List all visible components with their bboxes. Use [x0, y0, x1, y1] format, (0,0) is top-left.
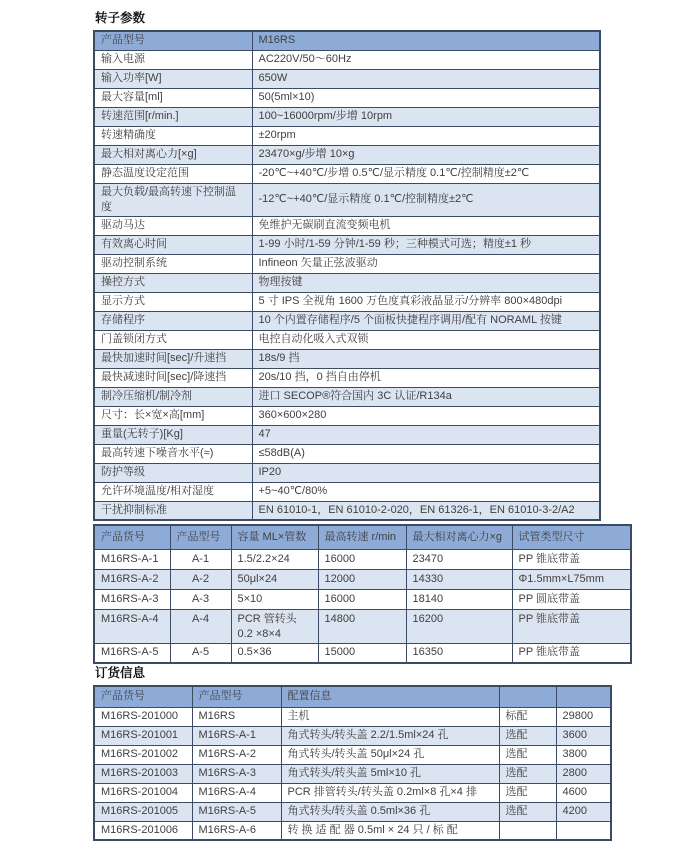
spec-label-cell: 输入电源 — [94, 50, 252, 69]
table-cell: M16RS-A-3 — [94, 589, 170, 609]
table-cell: M16RS-A-2 — [94, 569, 170, 589]
spec-label-cell: 重量(无转子)[Kg] — [94, 425, 252, 444]
table-cell: 16000 — [318, 589, 406, 609]
table-cell: 18140 — [406, 589, 512, 609]
table-cell: 转 换 适 配 器 0.5ml × 24 只 / 标 配 — [281, 821, 499, 840]
spec-value-cell: Infineon 矢量正弦波驱动 — [252, 254, 600, 273]
table-cell: 选配 — [499, 726, 556, 745]
rotor-row — [94, 549, 631, 569]
table-cell: 5×10 — [231, 589, 318, 609]
table-cell: 0.5×36 — [231, 643, 318, 663]
spec-value-cell: EN 61010-1，EN 61010-2-020，EN 61326-1，EN 61010-3-2/A2 — [252, 501, 600, 520]
spec-value-cell: IP20 — [252, 463, 600, 482]
spec-label-cell: 允许环境温度/相对湿度 — [94, 482, 252, 501]
table-cell: M16RS-A-4 — [192, 783, 281, 802]
table-cell: A-1 — [170, 549, 231, 569]
column-header: 产品型号 — [192, 686, 281, 707]
spec-row — [94, 126, 600, 145]
table-cell: 15000 — [318, 643, 406, 663]
table-cell: 选配 — [499, 783, 556, 802]
spec-value-cell: 23470×g/步增 10×g — [252, 145, 600, 164]
table-cell: A-5 — [170, 643, 231, 663]
spec-table — [93, 30, 601, 521]
table-cell: PP 锥底带盖 — [512, 609, 631, 643]
spec-label-cell: 尺寸：长×宽×高[mm] — [94, 406, 252, 425]
spec-value-cell: 650W — [252, 69, 600, 88]
table-cell: M16RS-A-6 — [192, 821, 281, 840]
table-cell: A-3 — [170, 589, 231, 609]
spec-label-cell: 输入功率[W] — [94, 69, 252, 88]
column-header — [499, 686, 556, 707]
spec-value-cell: -12℃~+40℃/显示精度 0.1℃/控制精度±2℃ — [252, 183, 600, 216]
table-cell: PCR 管转头 0.2 ×8×4 — [231, 609, 318, 643]
order-row — [94, 764, 611, 783]
spec-value-cell: 电控自动化吸入式双锁 — [252, 330, 600, 349]
spec-value-cell: -20℃~+40℃/步增 0.5℃/显示精度 0.1℃/控制精度±2℃ — [252, 164, 600, 183]
table-cell: 选配 — [499, 745, 556, 764]
spec-label-cell: 显示方式 — [94, 292, 252, 311]
table-cell: 29800 — [556, 707, 611, 726]
table-cell: A-2 — [170, 569, 231, 589]
table-cell: Φ1.5mm×L75mm — [512, 569, 631, 589]
table-cell: 选配 — [499, 764, 556, 783]
table-cell: 16350 — [406, 643, 512, 663]
spec-row — [94, 88, 600, 107]
table-cell: 14330 — [406, 569, 512, 589]
column-header: 配置信息 — [281, 686, 499, 707]
spec-value-cell: 5 寸 IPS 全视角 1600 万色度真彩液晶显示/分辨率 800×480dpi — [252, 292, 600, 311]
order-row — [94, 745, 611, 764]
table-cell: 角式转头/转头盖 2.2/1.5ml×24 孔 — [281, 726, 499, 745]
spec-value-cell: ±20rpm — [252, 126, 600, 145]
spec-header-row — [94, 31, 600, 50]
section-title-rotor-params: 转子参数 — [95, 11, 146, 25]
column-header: 产品型号 — [170, 525, 231, 549]
rotor-row — [94, 569, 631, 589]
spec-row — [94, 330, 600, 349]
spec-row — [94, 482, 600, 501]
table-cell: 标配 — [499, 707, 556, 726]
table-cell: M16RS-201006 — [94, 821, 192, 840]
table-cell: M16RS-201000 — [94, 707, 192, 726]
rotor-table — [93, 524, 632, 664]
table-cell: 14800 — [318, 609, 406, 643]
table-cell: M16RS-A-5 — [192, 802, 281, 821]
spec-value-cell: 100~16000rpm/步增 10rpm — [252, 107, 600, 126]
table-cell: M16RS-A-5 — [94, 643, 170, 663]
spec-row — [94, 444, 600, 463]
spec-value-cell: 18s/9 挡 — [252, 349, 600, 368]
spec-value-cell: +5~40℃/80% — [252, 482, 600, 501]
spec-row — [94, 368, 600, 387]
section-title-order-info: 订货信息 — [95, 666, 146, 680]
table-cell: M16RS-201004 — [94, 783, 192, 802]
spec-row — [94, 164, 600, 183]
spec-value-cell: 1-99 小时/1-59 分钟/1-59 秒；三种模式可选；精度±1 秒 — [252, 235, 600, 254]
table-cell: 16000 — [318, 549, 406, 569]
spec-label-cell: 最大负载/最高转速下控制温度 — [94, 183, 252, 216]
spec-label-cell: 制冷压缩机/制冷剂 — [94, 387, 252, 406]
spec-value-cell: M16RS — [252, 31, 600, 50]
spec-row — [94, 145, 600, 164]
table-cell: M16RS-201001 — [94, 726, 192, 745]
table-cell: PP 锥底带盖 — [512, 643, 631, 663]
table-cell: 4200 — [556, 802, 611, 821]
spec-row — [94, 349, 600, 368]
column-header: 最大相对离心力×g — [406, 525, 512, 549]
spec-row — [94, 501, 600, 520]
table-cell: M16RS-A-1 — [94, 549, 170, 569]
spec-value-cell: ≤58dB(A) — [252, 444, 600, 463]
table-cell: 主机 — [281, 707, 499, 726]
spec-value-cell: 20s/10 挡，0 挡自由停机 — [252, 368, 600, 387]
spec-value-cell: 物理按键 — [252, 273, 600, 292]
spec-row — [94, 311, 600, 330]
column-header: 产品货号 — [94, 525, 170, 549]
table-cell: M16RS-A-4 — [94, 609, 170, 643]
table-cell: 2800 — [556, 764, 611, 783]
spec-label-cell: 防护等级 — [94, 463, 252, 482]
spec-label-cell: 静态温度设定范围 — [94, 164, 252, 183]
spec-label-cell: 最大相对离心力[×g] — [94, 145, 252, 164]
spec-row — [94, 425, 600, 444]
spec-label-cell: 驱动控制系统 — [94, 254, 252, 273]
spec-row — [94, 273, 600, 292]
table-cell: M16RS — [192, 707, 281, 726]
order-table — [93, 685, 612, 841]
spec-value-cell: 360×600×280 — [252, 406, 600, 425]
order-row — [94, 707, 611, 726]
spec-row — [94, 69, 600, 88]
spec-row — [94, 292, 600, 311]
spec-value-cell: 免维护无碳刷直流变频电机 — [252, 216, 600, 235]
spec-label-cell: 产品型号 — [94, 31, 252, 50]
table-cell: 23470 — [406, 549, 512, 569]
table-cell: 50μl×24 — [231, 569, 318, 589]
column-header: 容量 ML×管数 — [231, 525, 318, 549]
rotor-row — [94, 643, 631, 663]
table-cell: 4600 — [556, 783, 611, 802]
table-cell: 16200 — [406, 609, 512, 643]
spec-label-cell: 门盖锁闭方式 — [94, 330, 252, 349]
rotor-row — [94, 589, 631, 609]
table-cell: A-4 — [170, 609, 231, 643]
table-cell: 3600 — [556, 726, 611, 745]
table-cell: 3800 — [556, 745, 611, 764]
spec-row — [94, 254, 600, 273]
order-row — [94, 783, 611, 802]
column-header: 产品货号 — [94, 686, 192, 707]
spec-label-cell: 最高转速下噪音水平(≈) — [94, 444, 252, 463]
spec-label-cell: 驱动马达 — [94, 216, 252, 235]
table-cell: M16RS-A-3 — [192, 764, 281, 783]
table-cell: M16RS-A-1 — [192, 726, 281, 745]
table-cell: PP 锥底带盖 — [512, 549, 631, 569]
table-cell: PCR 排管转头/转头盖 0.2ml×8 孔×4 排 — [281, 783, 499, 802]
order-row — [94, 726, 611, 745]
table-cell: 12000 — [318, 569, 406, 589]
order-row — [94, 802, 611, 821]
table-cell: M16RS-201003 — [94, 764, 192, 783]
table-cell: 角式转头/转头盖 50μl×24 孔 — [281, 745, 499, 764]
table-cell: 选配 — [499, 802, 556, 821]
spec-row — [94, 50, 600, 69]
column-header — [556, 686, 611, 707]
spec-label-cell: 有效离心时间 — [94, 235, 252, 254]
spec-value-cell: 50(5ml×10) — [252, 88, 600, 107]
spec-row — [94, 216, 600, 235]
table-cell: M16RS-A-2 — [192, 745, 281, 764]
table-cell: M16RS-201005 — [94, 802, 192, 821]
table-cell: 角式转头/转头盖 5ml×10 孔 — [281, 764, 499, 783]
rotor-header-row — [94, 525, 631, 549]
spec-label-cell: 操控方式 — [94, 273, 252, 292]
spec-label-cell: 最快加速时间[sec]/升速挡 — [94, 349, 252, 368]
order-header-row — [94, 686, 611, 707]
table-cell: 1.5/2.2×24 — [231, 549, 318, 569]
spec-value-cell: 47 — [252, 425, 600, 444]
rotor-row — [94, 609, 631, 643]
table-cell: PP 圆底带盖 — [512, 589, 631, 609]
table-cell: M16RS-201002 — [94, 745, 192, 764]
spec-label-cell: 存储程序 — [94, 311, 252, 330]
spec-row — [94, 183, 600, 216]
spec-row — [94, 406, 600, 425]
spec-label-cell: 干扰抑制标准 — [94, 501, 252, 520]
column-header: 最高转速 r/min — [318, 525, 406, 549]
spec-label-cell: 最大容量[ml] — [94, 88, 252, 107]
spec-value-cell: 10 个内置存储程序/5 个面板快捷程序调用/配有 NORAML 按键 — [252, 311, 600, 330]
spec-value-cell: AC220V/50～60Hz — [252, 50, 600, 69]
table-cell: 角式转头/转头盖 0.5ml×36 孔 — [281, 802, 499, 821]
spec-label-cell: 转速范围[r/min.] — [94, 107, 252, 126]
column-header: 试管类型尺寸 — [512, 525, 631, 549]
spec-label-cell: 转速精确度 — [94, 126, 252, 145]
spec-row — [94, 107, 600, 126]
spec-row — [94, 235, 600, 254]
spec-value-cell: 进口 SECOP®符合国内 3C 认证/R134a — [252, 387, 600, 406]
spec-label-cell: 最快减速时间[sec]/降速挡 — [94, 368, 252, 387]
spec-row — [94, 463, 600, 482]
spec-row — [94, 387, 600, 406]
